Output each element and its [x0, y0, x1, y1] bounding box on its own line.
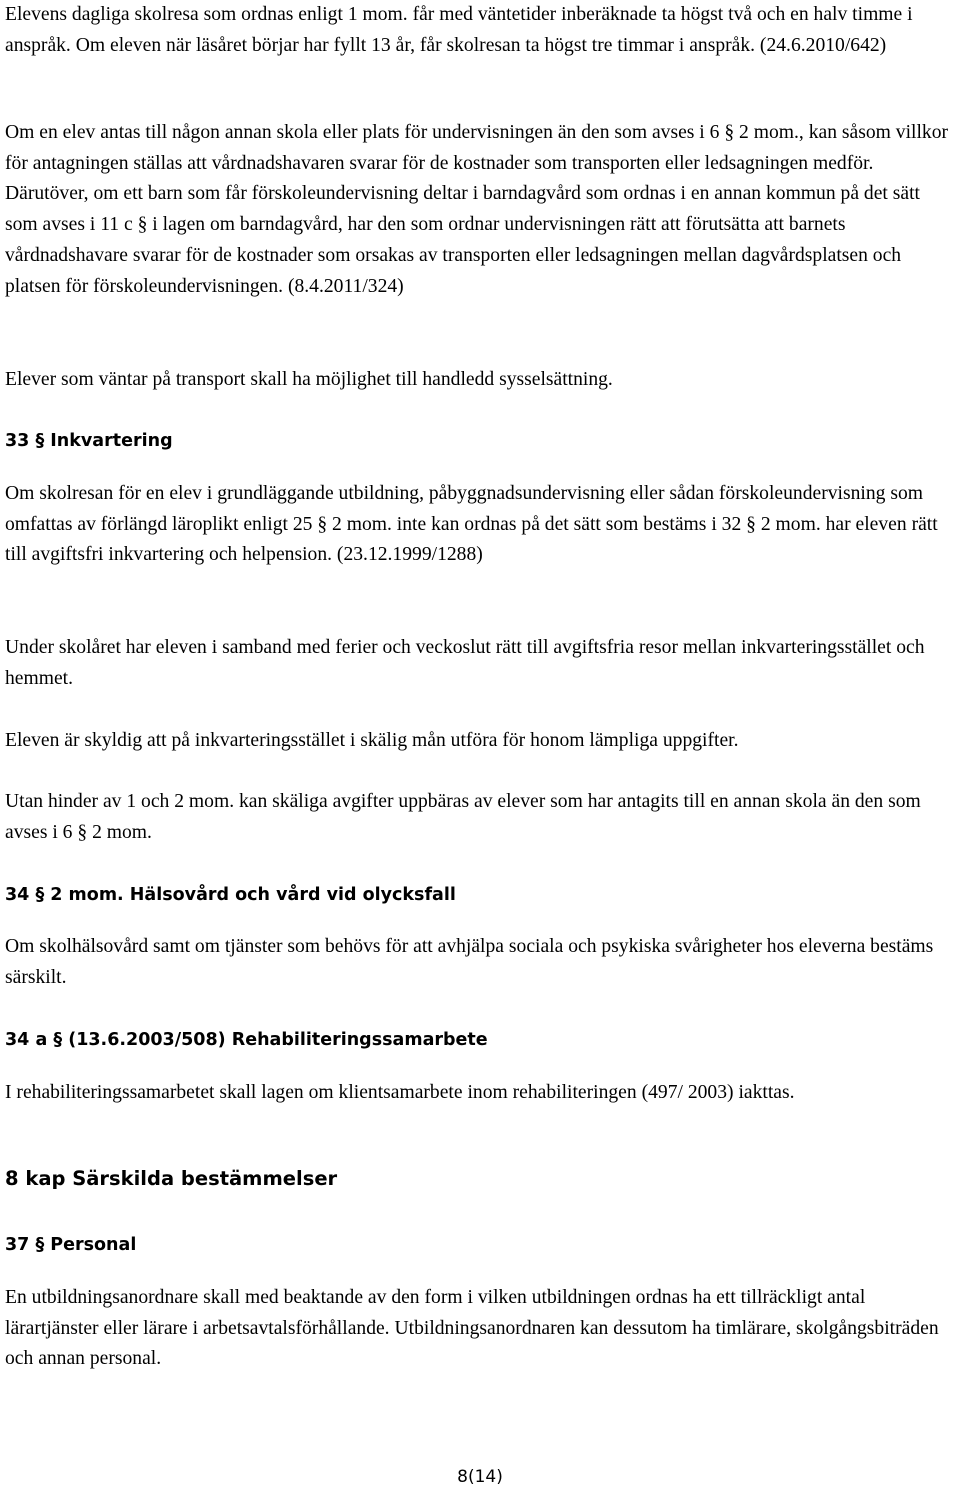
section-heading-37-personnel: 37 § Personal: [5, 1235, 137, 1255]
paragraph-daily-school-travel: Elevens dagliga skolresa som ordnas enligt 1 mom. får med väntetider inberäknade ta högst två och en halv timme i anspråk. Om eleven när läsåret börjar har fyllt 13 år, får skolresan ta högst tre timmar i anspråk. (24.6.2010/642): [5, 4, 913, 56]
section-heading-34a-rehabilitation: 34 a § (13.6.2003/508) Rehabiliteringssamarbete: [5, 1030, 488, 1050]
paragraph-free-accommodation: Om skolresan för en elev i grundläggande utbildning, påbyggnadsundervisning eller sådan förskoleundervisning som omfattas av förlängd läroplikt enligt 25 § 2 mom. inte kan ordnas på det sätt som bestäms i 32 § 2 mom. har eleven rätt till avgiftsfri inkvartering och helpension. (23.12.1999/1288): [5, 483, 938, 566]
paragraph-reasonable-fees: Utan hinder av 1 och 2 mom. kan skäliga avgifter uppbäras av elever som har antagits till en annan skola än den som avses i 6 § 2 mom.: [5, 791, 921, 843]
chapter-heading-8-special-provisions: 8 kap Särskilda bestämmelser: [5, 1167, 338, 1190]
paragraph-student-duties: Eleven är skyldig att på inkvarteringsstället i skälig mån utföra för honom lämpliga uppgifter.: [5, 730, 739, 751]
paragraph-personnel: En utbildningsanordnare skall med beaktande av den form i vilken utbildningen ordnas ha ett tillräckligt antal lärartjänster eller lärare i arbetsavtalsförhållande. Utbildningsanordnaren kan dessutom ha timlärare, skolgångsbiträden och annan personal.: [5, 1287, 939, 1370]
paragraph-other-school-transport-costs: Om en elev antas till någon annan skola eller plats för undervisningen än den som avses i 6 § 2 mom., kan såsom villkor för antagningen ställas att vårdnadshavaren svarar för de kostnader som transporten eller ledsagningen medför. Därutöver, om ett barn som får förskoleundervisning deltar i barndagvård som ordnas i en annan kommun på det sätt som avses i 11 c § i lagen om barndagvård, har den som ordnar undervisningen rätt att förutsätta att barnets vårdnadshavare svarar för de kostnader som orsakas av transporten eller ledsagningen mellan dagvårdsplatsen och platsen för förskoleundervisningen. (8.4.2011/324): [5, 122, 949, 297]
section-heading-33-inkvartering: 33 § Inkvartering: [5, 431, 173, 451]
section-heading-34-health-care: 34 § 2 mom. Hälsovård och vård vid olycksfall: [5, 885, 456, 905]
paragraph-supervised-activity: Elever som väntar på transport skall ha möjlighet till handledd sysselsättning.: [5, 369, 613, 390]
paragraph-school-health-care: Om skolhälsovård samt om tjänster som behövs för att avhjälpa sociala och psykiska svårigheter hos eleverna bestäms särskilt.: [5, 936, 934, 988]
paragraph-free-travel-home: Under skolåret har eleven i samband med ferier och veckoslut rätt till avgiftsfria resor mellan inkvarteringsstället och hemmet.: [5, 637, 925, 689]
page-number: 8(14): [457, 1467, 503, 1487]
paragraph-rehabilitation-cooperation: I rehabiliteringssamarbetet skall lagen om klientsamarbete inom rehabiliteringen (497/ 2003) iakttas.: [5, 1082, 795, 1103]
